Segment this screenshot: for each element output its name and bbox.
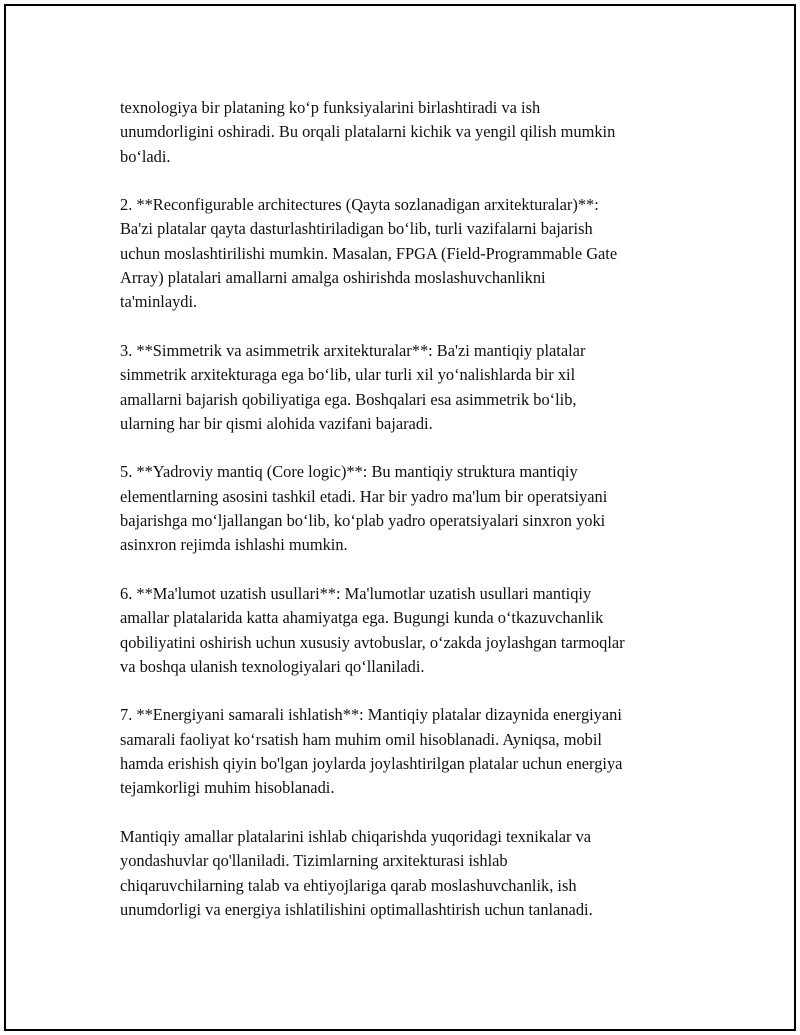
text-line: unumdorligini oshiradi. Bu orqali platalarni kichik va yengil qilish mumkin	[120, 122, 616, 142]
text-line: unumdorligi va energiya ishlatilishini optimallashtirish uchun tanlanadi.	[120, 899, 593, 919]
text-line: yondashuvlar qo'llaniladi. Tizimlarning arxitekturasi ishlab	[120, 851, 508, 871]
text-line: 5. **Yadroviy mantiq (Core logic)**: Bu mantiqiy struktura mantiqiy	[120, 462, 578, 482]
text-line: ularning har bir qismi alohida vazifani bajaradi.	[120, 413, 433, 433]
text-line: chiqaruvchilarning talab va ehtiyojlariga qarab moslashuvchanlik, ish	[120, 875, 577, 895]
text-line: texnologiya bir plataning ko‘p funksiyalarini birlashtiradi va ish	[120, 98, 541, 117]
text-line: Ba'zi platalar qayta dasturlashtiriladigan bo‘lib, turli vazifalarni bajarish	[120, 219, 593, 239]
text-line: Array) platalari amallarni amalga oshirishda moslashuvchanlikni	[120, 268, 546, 288]
paragraph-reconfigurable-architectures	[120, 193, 700, 314]
text-line: amallarni bajarish qobiliyatiga ega. Boshqalari esa asimmetrik bo‘lib,	[120, 389, 577, 409]
text-line: bajarishga mo‘ljallangan bo‘lib, ko‘plab yadro operatsiyalari sinxron yoki	[120, 511, 606, 531]
text-line: 3. **Simmetrik va asimmetrik arxitekturalar**: Ba'zi mantiqiy platalar	[120, 340, 586, 360]
text-line: ta'minlaydi.	[120, 292, 198, 312]
document-body	[120, 96, 700, 946]
text-line: amallar platalarida katta ahamiyatga ega. Bugungi kunda o‘tkazuvchanlik	[120, 608, 604, 628]
text-line: va boshqa ulanish texnologiyalari qo‘llaniladi.	[120, 656, 425, 676]
paragraph-core-logic	[120, 460, 700, 557]
document-page	[4, 4, 796, 1031]
text-line: asinxron rejimda ishlashi mumkin.	[120, 535, 348, 555]
paragraph-data-transfer	[120, 582, 700, 679]
text-line: tejamkorligi muhim hisoblanadi.	[120, 778, 335, 798]
text-line: qobiliyatini oshirish uchun xususiy avtobuslar, o‘zakda joylashgan tarmoqlar	[120, 632, 625, 652]
text-line: samarali faoliyat ko‘rsatish ham muhim omil hisoblanadi. Ayniqsa, mobil	[120, 729, 602, 749]
text-line: bo‘ladi.	[120, 146, 171, 166]
text-line: 2. **Reconfigurable architectures (Qayta sozlanadigan arxitekturalar)**:	[120, 195, 599, 215]
text-line: hamda erishish qiyin bo'lgan joylarda joylashtirilgan platalar uchun energiya	[120, 754, 623, 774]
text-line: uchun moslashtirilishi mumkin. Masalan, FPGA (Field-Programmable Gate	[120, 243, 618, 263]
paragraph-symmetric-architectures	[120, 339, 700, 436]
text-line: 7. **Energiyani samarali ishlatish**: Mantiqiy platalar dizaynida energiyani	[120, 705, 622, 725]
text-line: 6. **Ma'lumot uzatish usullari**: Ma'lumotlar uzatish usullari mantiqiy	[120, 583, 592, 603]
text-line: elementlarning asosini tashkil etadi. Har bir yadro ma'lum bir operatsiyani	[120, 486, 608, 506]
paragraph-conclusion	[120, 825, 700, 922]
paragraph-energy-efficiency	[120, 703, 700, 800]
text-line: simmetrik arxitekturaga ega bo‘lib, ular turli xil yo‘nalishlarda bir xil	[120, 365, 576, 385]
text-line: Mantiqiy amallar platalarini ishlab chiqarishda yuqoridagi texnikalar va	[120, 826, 592, 846]
paragraph-intro-continuation	[120, 96, 700, 169]
